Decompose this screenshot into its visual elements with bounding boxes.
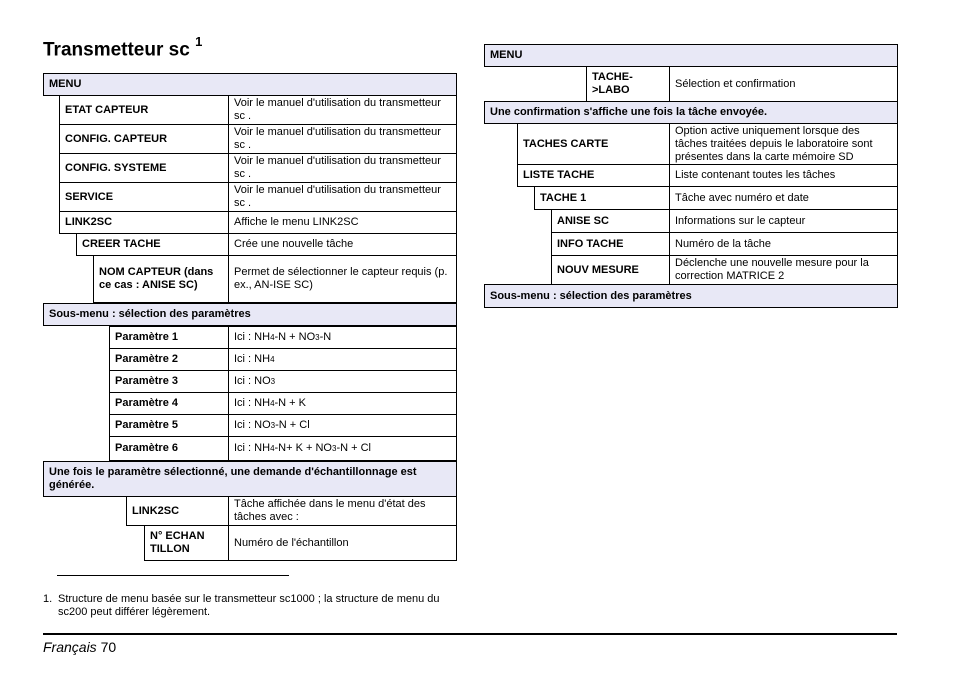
- menu-item-nom-capteur: NOM CAPTEUR (dans ce cas : ANISE SC): [93, 255, 229, 303]
- menu-item-desc: Voir le manuel d'utilisation du transmetteur sc .: [228, 182, 457, 212]
- sample-request-header: Une fois le paramètre sélectionné, une demande d'échantillonnage est générée.: [43, 461, 457, 497]
- menu-item-config-capteur: CONFIG. CAPTEUR: [59, 124, 229, 154]
- footnote-ref: 1: [195, 34, 203, 49]
- menu-item-desc: Numéro de l'échantillon: [228, 525, 457, 561]
- menu-item-desc: Permet de sélectionner le capteur requis (p. ex., AN-ISE SC): [228, 255, 457, 303]
- menu-item-desc: Option active uniquement lorsque des tâches traitées depuis le laboratoire sont présentes dans la carte mémoire SD: [669, 123, 898, 165]
- menu-item-service: SERVICE: [59, 182, 229, 212]
- menu-item-nouv-mesure: NOUV MESURE: [551, 255, 670, 285]
- menu-item-etat-capteur: ETAT CAPTEUR: [59, 95, 229, 125]
- menu-item-anise-sc: ANISE SC: [551, 209, 670, 233]
- menu-item-desc: Voir le manuel d'utilisation du transmetteur sc .: [228, 95, 457, 125]
- param-label: Paramètre 1: [109, 326, 229, 349]
- param-label: Paramètre 2: [109, 348, 229, 371]
- footnote-text: Structure de menu basée sur le transmetteur sc1000 ; la structure de menu du sc200 peut différer légèrement.: [58, 593, 440, 618]
- footnote-rule: [57, 575, 289, 576]
- menu-item-desc: Affiche le menu LINK2SC: [228, 211, 457, 234]
- footer-language: Français: [43, 639, 97, 655]
- menu-item-taches-carte: TACHES CARTE: [517, 123, 670, 165]
- menu-item-link2sc-task: LINK2SC: [126, 496, 229, 526]
- menu-item-desc: Tâche avec numéro et date: [669, 186, 898, 210]
- menu-item-liste-tache: LISTE TACHE: [517, 164, 670, 187]
- param-desc: Ici : NH 4 -N + K: [228, 392, 457, 415]
- menu-item-n-echantillon: N° ECHAN TILLON: [144, 525, 229, 561]
- param-desc: Ici : NO 3 -N + Cl: [228, 414, 457, 437]
- menu-item-desc: Voir le manuel d'utilisation du transmetteur sc .: [228, 124, 457, 154]
- submenu-header-right: Sous-menu : sélection des paramètres: [484, 284, 898, 308]
- param-desc: Ici : NO 3: [228, 370, 457, 393]
- menu-item-desc: Informations sur le capteur: [669, 209, 898, 233]
- page-footer: [43, 639, 116, 655]
- param-label: Paramètre 6: [109, 436, 229, 461]
- menu-item-tache-labo: TACHE->LABO: [586, 66, 670, 102]
- menu-item-desc: Sélection et confirmation: [669, 66, 898, 102]
- page-number: 70: [100, 639, 117, 655]
- menu-item-desc: Liste contenant toutes les tâches: [669, 164, 898, 187]
- page-title: Transmetteur sc $^1$: [43, 34, 203, 61]
- param-desc: Ici : NH 4 -N + NO 3 -N: [228, 326, 457, 349]
- menu-item-info-tache: INFO TACHE: [551, 232, 670, 256]
- submenu-header: Sous-menu : sélection des paramètres: [43, 303, 457, 326]
- menu-item-config-systeme: CONFIG. SYSTEME: [59, 153, 229, 183]
- footnote-number: 1.: [43, 593, 53, 605]
- menu-header-right: MENU: [484, 44, 898, 67]
- menu-item-desc: Tâche affichée dans le menu d'état des tâches avec :: [228, 496, 457, 526]
- menu-header: MENU: [43, 73, 457, 96]
- confirmation-header: Une confirmation s'affiche une fois la tâche envoyée.: [484, 101, 898, 124]
- menu-item-desc: Voir le manuel d'utilisation du transmetteur sc .: [228, 153, 457, 183]
- param-desc: Ici : NH 4 -N+ K + NO 3 -N + Cl: [228, 436, 457, 461]
- footer-rule: [43, 633, 897, 635]
- menu-item-tache-1: TACHE 1: [534, 186, 670, 210]
- menu-item-link2sc: LINK2SC: [59, 211, 229, 234]
- param-label: Paramètre 3: [109, 370, 229, 393]
- footnote: [43, 593, 453, 619]
- param-label: Paramètre 5: [109, 414, 229, 437]
- param-desc: Ici : NH 4: [228, 348, 457, 371]
- menu-item-desc: Déclenche une nouvelle mesure pour la correction MATRICE 2: [669, 255, 898, 285]
- param-label: Paramètre 4: [109, 392, 229, 415]
- menu-item-creer-tache: CREER TACHE: [76, 233, 229, 256]
- menu-item-desc: Crée une nouvelle tâche: [228, 233, 457, 256]
- menu-item-desc: Numéro de la tâche: [669, 232, 898, 256]
